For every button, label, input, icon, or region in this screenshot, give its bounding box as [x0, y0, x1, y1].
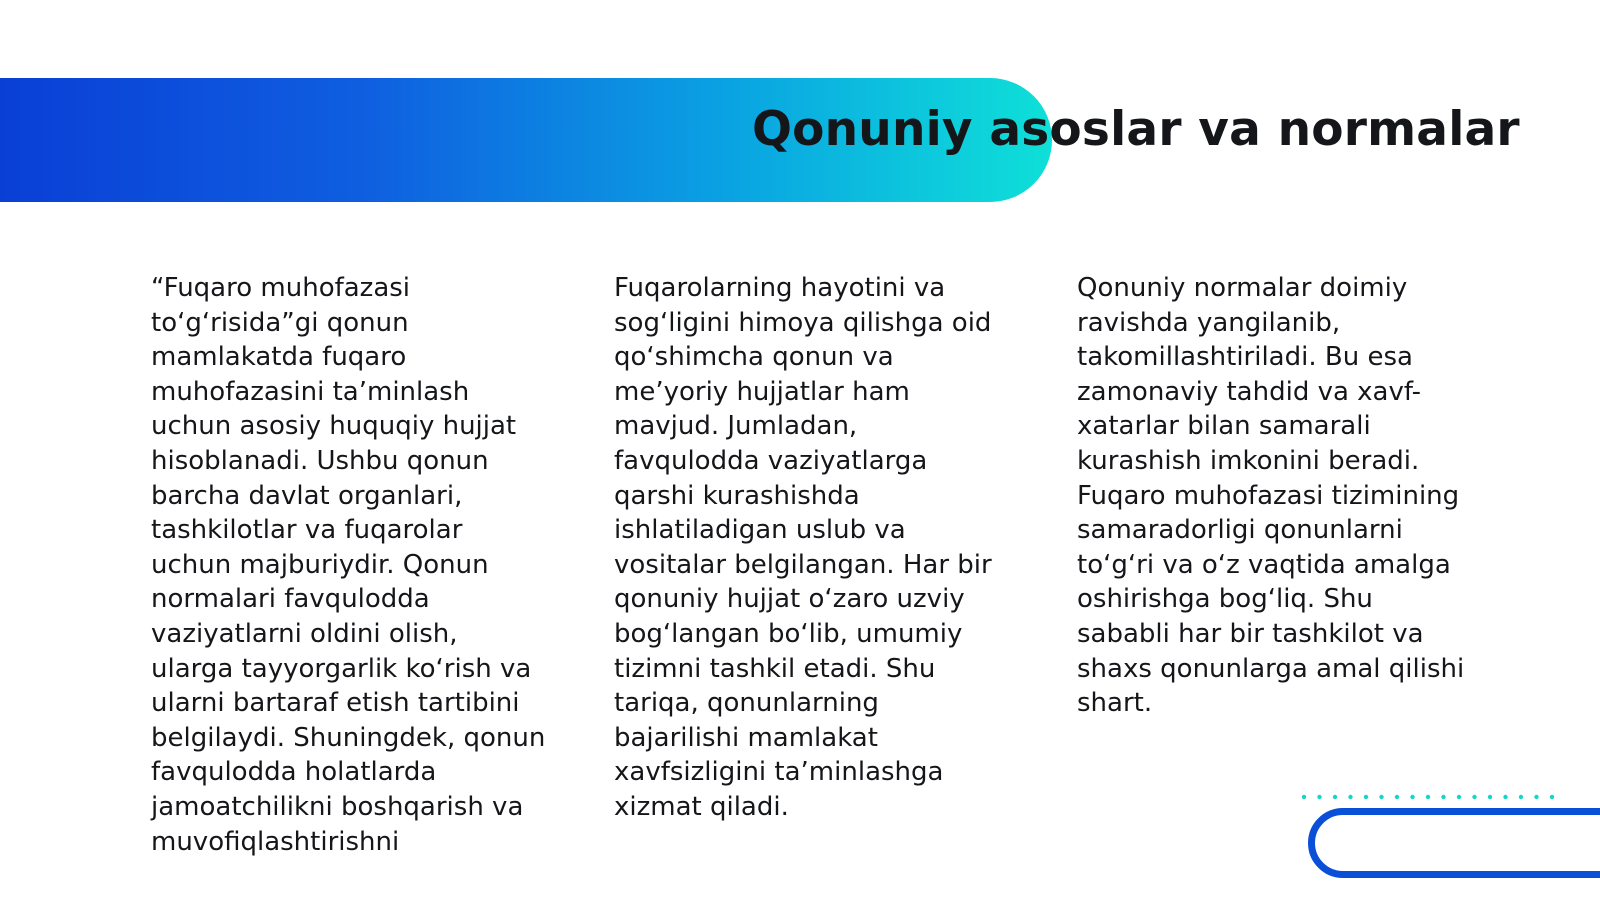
decorative-dot	[1503, 795, 1507, 799]
decorative-dot	[1550, 795, 1554, 799]
text-column-3: Qonuniy normalar doimiy ravishda yangilanib, takomillashtiriladi. Bu esa zamonaviy tahdid va xavf-xatarlar bilan samarali kurashish imkonini beradi. Fuqaro muhofazasi tizimining samaradorligi qonunlarni to‘g‘ri va o‘z vaqtida amalga oshirishga bog‘liq. Shu sababli har bir tashkilot va shaxs qonunlarga amal qilishi shart.	[1077, 273, 1465, 719]
decorative-dot	[1519, 795, 1523, 799]
decorative-dot	[1302, 795, 1306, 799]
decorative-dot	[1441, 795, 1445, 799]
decorative-dot	[1348, 795, 1352, 799]
decorative-dot	[1333, 795, 1337, 799]
decorative-dot	[1472, 795, 1476, 799]
decorative-dot	[1488, 795, 1492, 799]
slide-title: Qonuniy asoslar va normalar	[752, 102, 1520, 157]
decorative-dot-row	[1300, 793, 1560, 801]
decorative-dot	[1395, 795, 1399, 799]
decorative-dot	[1534, 795, 1538, 799]
decorative-dot	[1426, 795, 1430, 799]
decorative-dot	[1317, 795, 1321, 799]
decorative-dot	[1457, 795, 1461, 799]
decorative-dot	[1379, 795, 1383, 799]
text-column-1: “Fuqaro muhofazasi to‘g‘risida”gi qonun mamlakatda fuqaro muhofazasini ta’minlash uchun asosiy huquqiy hujjat hisoblanadi. Ushbu qonun barcha davlat organlari, tashkilotlar va fuqarolar uchun majburiydir. Qonun normalari favqulodda vaziyatlarni oldini olish, ularga tayyorgarlik ko‘rish va ularni bartaraf etish tartibini belgilaydi. Shuningdek, qonun favqulodda holatlarda jamoatchilikni boshqarish va muvofiqlashtirishni	[151, 273, 546, 857]
decorative-pill-outline	[1308, 808, 1600, 878]
text-column-2: Fuqarolarning hayotini va sog‘ligini himoya qilishga oid qo‘shimcha qonun va me’yoriy hujjatlar ham mavjud. Jumladan, favqulodda vaziyatlarga qarshi kurashishda ishlatiladigan uslub va vositalar belgilangan. Har bir qonuniy hujjat o‘zaro uzviy bog‘langan bo‘lib, umumiy tizimni tashkil etadi. Shu tariqa, qonunlarning bajarilishi mamlakat xavfsizligini ta’minlashga xizmat qiladi.	[614, 273, 992, 822]
decorative-dot	[1410, 795, 1414, 799]
decorative-dot	[1364, 795, 1368, 799]
